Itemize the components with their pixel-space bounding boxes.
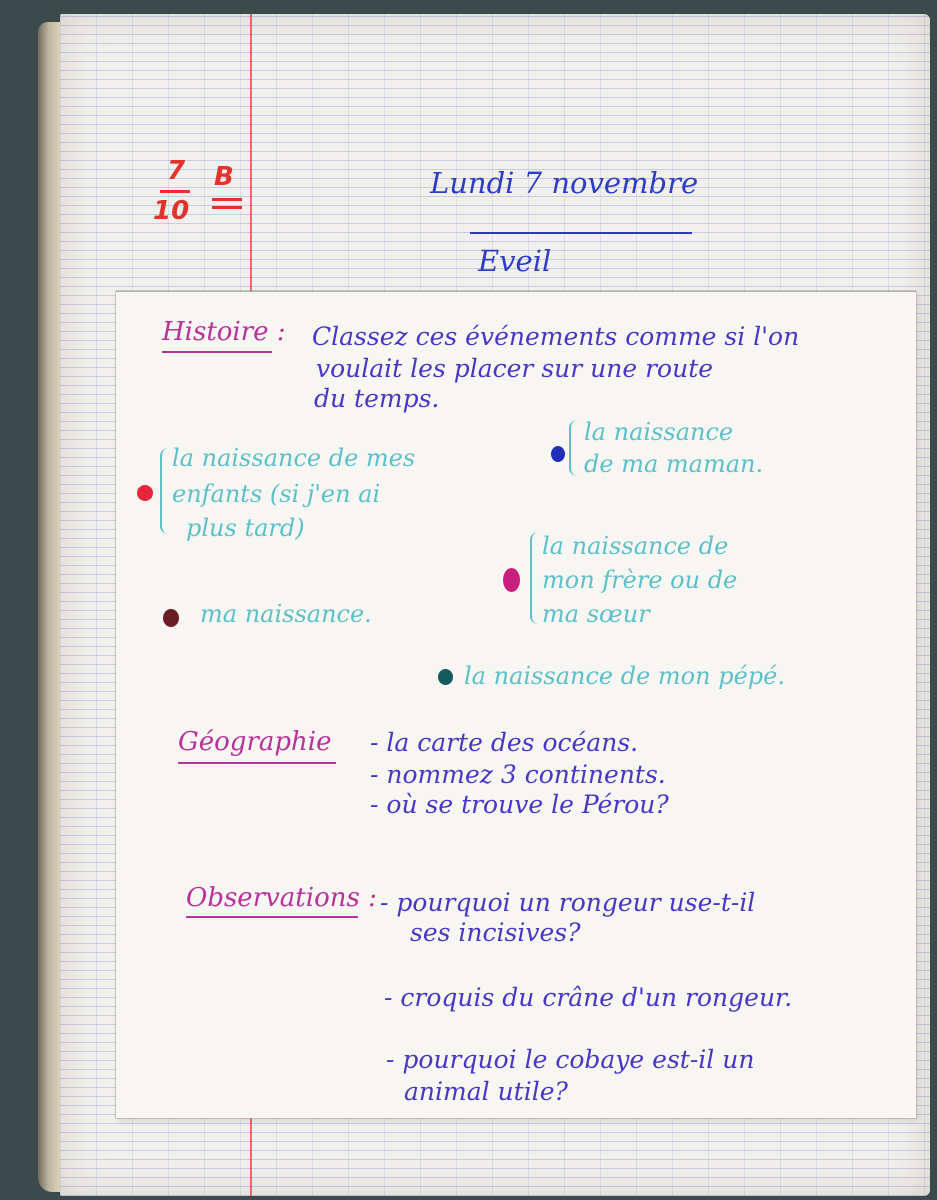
event-dot-children [137, 485, 153, 501]
observations-item-3-line-1: - pourquoi le cobaye est-il un [386, 1045, 755, 1074]
subject-title: Eveil [478, 244, 552, 278]
histoire-instruction-line-3: du temps. [314, 384, 440, 413]
date-underline [470, 232, 692, 234]
event-mother-line-2: de ma maman. [584, 450, 764, 478]
grade-numerator: 7 [167, 156, 186, 186]
event-grandfather: la naissance de mon pépé. [464, 662, 785, 690]
event-children-line-1: la naissance de mes [172, 444, 416, 472]
geographie-underline [178, 762, 336, 764]
observations-item-1-line-2: ses incisives? [410, 918, 581, 947]
event-dot-my-birth [163, 609, 179, 627]
event-children-line-2: enfants (si j'en ai [172, 480, 381, 508]
histoire-instruction-line-2: voulait les placer sur une route [316, 354, 714, 383]
observations-item-3-line-2: animal utile? [404, 1077, 568, 1106]
event-sibling-line-1: la naissance de [542, 532, 729, 560]
grade-letter-underline-2 [212, 206, 242, 209]
event-bracket-sibling [530, 532, 542, 624]
event-mother-line-1: la naissance [584, 418, 734, 446]
observations-item-2: - croquis du crâne d'un rongeur. [384, 983, 793, 1012]
observations-heading: Observations : [186, 883, 377, 913]
event-children-line-3: plus tard) [186, 514, 305, 542]
histoire-instruction-line-1: Classez ces événements comme si l'on [312, 322, 800, 351]
date-heading: Lundi 7 novembre [430, 166, 699, 200]
geographie-item-1: - la carte des océans. [370, 728, 639, 757]
histoire-heading: Histoire : [162, 317, 286, 347]
event-my-birth: ma naissance. [200, 600, 372, 628]
event-dot-sibling [503, 568, 520, 592]
grade-letter-underline [212, 198, 242, 201]
event-dot-grandfather [438, 669, 453, 685]
event-dot-mother [551, 446, 565, 462]
observations-underline [186, 916, 358, 918]
geographie-item-2: - nommez 3 continents. [370, 760, 666, 789]
event-bracket-mother [569, 420, 581, 476]
grade-denominator: 10 [153, 196, 190, 226]
event-sibling-line-2: mon frère ou de [542, 566, 738, 594]
grade-fraction-bar [160, 190, 190, 193]
event-bracket-children [160, 448, 172, 534]
geographie-heading: Géographie [178, 727, 332, 757]
geographie-item-3: - où se trouve le Pérou? [370, 790, 669, 819]
grade-letter: B [214, 162, 234, 192]
histoire-underline [162, 351, 272, 353]
event-sibling-line-3: ma sœur [542, 600, 650, 628]
observations-item-1-line-1: - pourquoi un rongeur use-t-il [380, 888, 756, 917]
